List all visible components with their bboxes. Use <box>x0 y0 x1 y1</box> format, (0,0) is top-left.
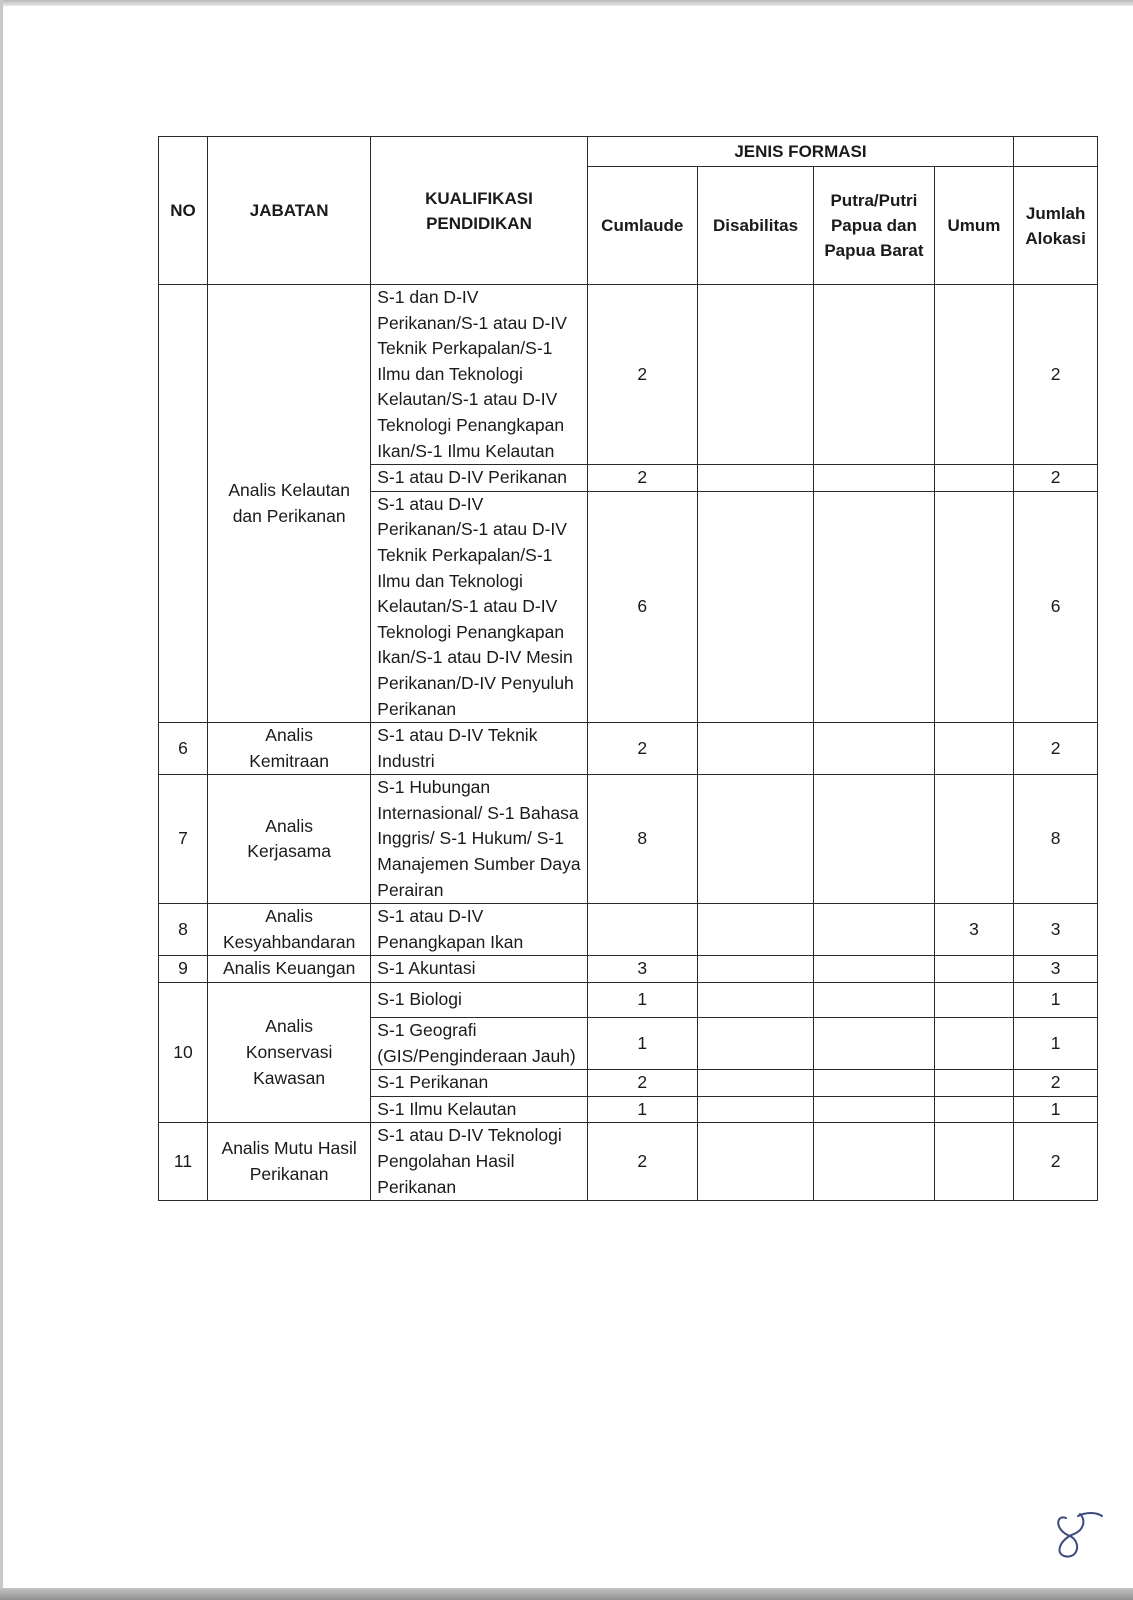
cell-no: 10 <box>159 983 208 1123</box>
cell-jabatan: Analis Konservasi Kawasan <box>207 983 370 1123</box>
cell-jumlah: 3 <box>1014 904 1098 956</box>
cell-cumlaude: 2 <box>587 1070 697 1097</box>
cell-umum: 3 <box>934 904 1014 956</box>
cell-umum <box>934 1123 1014 1201</box>
cell-kualifikasi: S-1 Hubungan Internasional/ S-1 Bahasa Inggris/ S-1 Hukum/ S-1 Manajemen Sumber Daya Perairan <box>371 775 587 904</box>
cell-kualifikasi: S-1 Perikanan <box>371 1070 587 1097</box>
header-empty <box>1014 137 1098 167</box>
table-row <box>159 904 1098 956</box>
header-no: NO <box>159 137 208 285</box>
cell-jumlah: 2 <box>1014 1070 1098 1097</box>
cell-cumlaude: 1 <box>587 1096 697 1123</box>
cell-cumlaude: 1 <box>587 1018 697 1070</box>
cell-disabilitas <box>697 465 813 492</box>
cell-jabatan: Analis Mutu Hasil Perikanan <box>207 1123 370 1201</box>
header-jenis-formasi: JENIS FORMASI <box>587 137 1014 167</box>
header-kualifikasi: KUALIFIKASI PENDIDIKAN <box>371 137 587 285</box>
cell-kualifikasi: S-1 atau D-IV Teknologi Pengolahan Hasil Perikanan <box>371 1123 587 1201</box>
table-row <box>159 775 1098 904</box>
cell-cumlaude: 2 <box>587 723 697 775</box>
cell-jumlah: 1 <box>1014 1018 1098 1070</box>
cell-jumlah: 3 <box>1014 956 1098 983</box>
cell-disabilitas <box>697 1096 813 1123</box>
cell-disabilitas <box>697 904 813 956</box>
cell-disabilitas <box>697 1070 813 1097</box>
cell-papua <box>814 956 934 983</box>
cell-cumlaude <box>587 904 697 956</box>
header-papua: Putra/Putri Papua dan Papua Barat <box>814 167 934 285</box>
cell-umum <box>934 1096 1014 1123</box>
cell-umum <box>934 983 1014 1018</box>
cell-jumlah: 2 <box>1014 285 1098 465</box>
cell-no: 11 <box>159 1123 208 1201</box>
cell-umum <box>934 491 1014 722</box>
cell-umum <box>934 775 1014 904</box>
cell-papua <box>814 1123 934 1201</box>
cell-jumlah: 2 <box>1014 1123 1098 1201</box>
cell-kualifikasi: S-1 Akuntasi <box>371 956 587 983</box>
cell-jumlah: 2 <box>1014 723 1098 775</box>
cell-cumlaude: 1 <box>587 983 697 1018</box>
cell-kualifikasi: S-1 dan D-IV Perikanan/S-1 atau D-IV Teknik Perkapalan/S-1 Ilmu dan Teknologi Kelautan/S-1 atau D-IV Teknologi Penangkapan Ikan/S-1 Ilmu Kelautan <box>371 285 587 465</box>
header-jumlah-alokasi: Jumlah Alokasi <box>1014 167 1098 285</box>
cell-jabatan: Analis Kesyahbandaran <box>207 904 370 956</box>
cell-kualifikasi: S-1 Geografi (GIS/Penginderaan Jauh) <box>371 1018 587 1070</box>
header-disabilitas: Disabilitas <box>697 167 813 285</box>
cell-umum <box>934 285 1014 465</box>
scan-edge-bottom <box>0 1588 1133 1600</box>
cell-jabatan: Analis Keuangan <box>207 956 370 983</box>
cell-disabilitas <box>697 775 813 904</box>
header-umum: Umum <box>934 167 1014 285</box>
cell-papua <box>814 1070 934 1097</box>
cell-jumlah: 2 <box>1014 465 1098 492</box>
table-row <box>159 983 1098 1018</box>
cell-cumlaude: 2 <box>587 1123 697 1201</box>
cell-cumlaude: 2 <box>587 465 697 492</box>
cell-papua <box>814 775 934 904</box>
cell-kualifikasi: S-1 atau D-IV Perikanan/S-1 atau D-IV Teknik Perkapalan/S-1 Ilmu dan Teknologi Kelautan/S-1 atau D-IV Teknologi Penangkapan Ikan/S-1 atau D-IV Mesin Perikanan/D-IV Penyuluh Perikanan <box>371 491 587 722</box>
cell-cumlaude: 8 <box>587 775 697 904</box>
cell-jumlah: 1 <box>1014 983 1098 1018</box>
cell-jumlah: 1 <box>1014 1096 1098 1123</box>
cell-disabilitas <box>697 1123 813 1201</box>
cell-papua <box>814 904 934 956</box>
table-row <box>159 285 1098 465</box>
cell-jumlah: 8 <box>1014 775 1098 904</box>
table-row <box>159 1123 1098 1201</box>
scan-edge-left <box>0 0 3 1600</box>
cell-jumlah: 6 <box>1014 491 1098 722</box>
cell-papua <box>814 723 934 775</box>
cell-jabatan: Analis Kemitraan <box>207 723 370 775</box>
cell-disabilitas <box>697 956 813 983</box>
handwritten-signature-initial <box>1052 1508 1108 1568</box>
cell-disabilitas <box>697 285 813 465</box>
formasi-table <box>158 136 1098 1201</box>
cell-disabilitas <box>697 723 813 775</box>
cell-papua <box>814 285 934 465</box>
cell-disabilitas <box>697 1018 813 1070</box>
header-cumlaude: Cumlaude <box>587 167 697 285</box>
table-row <box>159 956 1098 983</box>
cell-kualifikasi: S-1 Ilmu Kelautan <box>371 1096 587 1123</box>
cell-cumlaude: 2 <box>587 285 697 465</box>
scan-edge-top <box>0 0 1133 6</box>
cell-papua <box>814 491 934 722</box>
cell-no: 8 <box>159 904 208 956</box>
cell-no: 7 <box>159 775 208 904</box>
cell-umum <box>934 1070 1014 1097</box>
cell-papua <box>814 465 934 492</box>
header-jabatan: JABATAN <box>207 137 370 285</box>
cell-kualifikasi: S-1 atau D-IV Teknik Industri <box>371 723 587 775</box>
cell-papua <box>814 983 934 1018</box>
cell-kualifikasi: S-1 Biologi <box>371 983 587 1018</box>
cell-papua <box>814 1018 934 1070</box>
cell-umum <box>934 465 1014 492</box>
cell-jabatan: Analis Kerjasama <box>207 775 370 904</box>
cell-cumlaude: 3 <box>587 956 697 983</box>
cell-kualifikasi: S-1 atau D-IV Penangkapan Ikan <box>371 904 587 956</box>
cell-papua <box>814 1096 934 1123</box>
cell-umum <box>934 723 1014 775</box>
cell-umum <box>934 956 1014 983</box>
cell-jabatan: Analis Kelautan dan Perikanan <box>207 285 370 723</box>
cell-umum <box>934 1018 1014 1070</box>
cell-no: 6 <box>159 723 208 775</box>
cell-no <box>159 285 208 723</box>
table-row <box>159 723 1098 775</box>
cell-disabilitas <box>697 983 813 1018</box>
cell-no: 9 <box>159 956 208 983</box>
cell-cumlaude: 6 <box>587 491 697 722</box>
cell-disabilitas <box>697 491 813 722</box>
cell-kualifikasi: S-1 atau D-IV Perikanan <box>371 465 587 492</box>
